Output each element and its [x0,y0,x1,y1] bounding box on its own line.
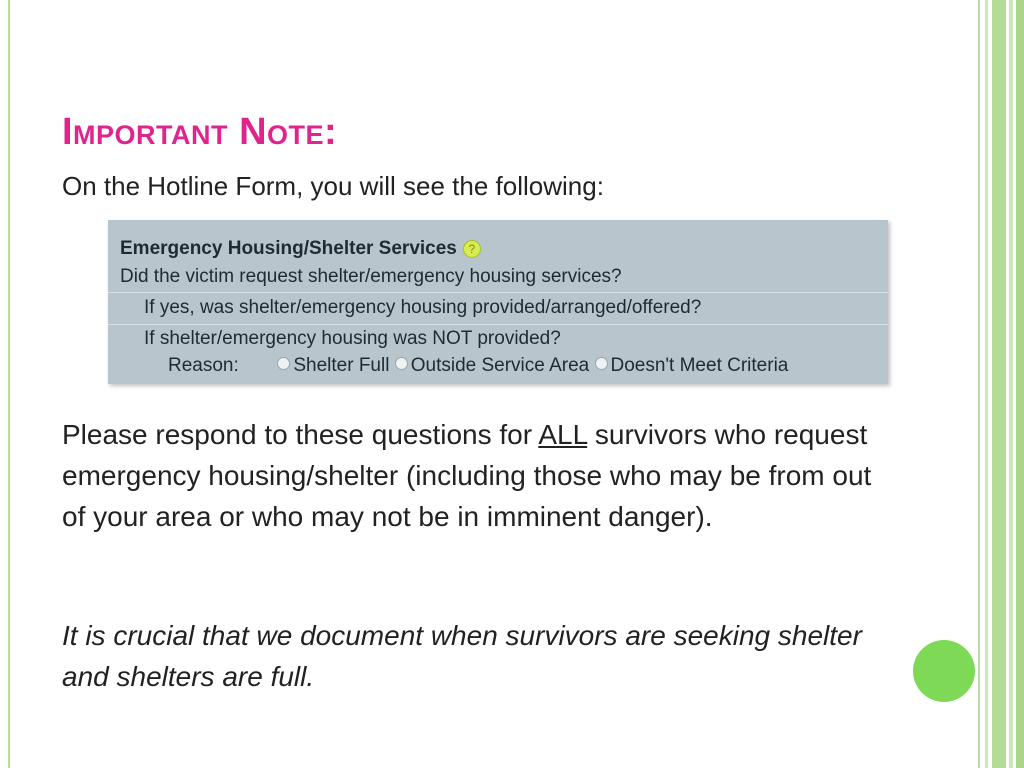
form-divider [108,324,888,325]
form-question-3: If shelter/emergency housing was NOT provided? [144,328,561,349]
form-question-1: Did the victim request shelter/emergency housing services? [120,266,622,287]
decorative-bar [992,0,1006,768]
form-heading: Emergency Housing/Shelter Services [120,238,457,259]
decorative-bar [978,0,980,768]
form-reason-row [168,355,888,377]
slide-subtitle: On the Hotline Form, you will see the following: [62,171,604,201]
form-divider [108,292,888,293]
form-question-2: If yes, was shelter/emergency housing provided/arranged/offered? [144,297,702,318]
decorative-bar [1016,0,1024,768]
slide-title: Important Note: [62,111,338,153]
reason-option-outside-service-area: Outside Service Area [395,355,589,377]
radio-icon [595,357,608,370]
decorative-bar [985,0,988,768]
reason-option-doesnt-meet-criteria: Doesn't Meet Criteria [595,355,789,377]
left-decorative-rule [8,0,10,768]
hotline-form-screenshot [108,220,888,384]
form-heading-row [120,238,888,260]
instruction-paragraph: Please respond to these questions for ALL survivors who request emergency housing/shelter (including those who may be from out of your area or who may not be in imminent danger). [62,419,872,532]
radio-icon [395,357,408,370]
reason-label: Reason: [168,355,239,376]
italic-note-paragraph: It is crucial that we document when survivors are seeking shelter and shelters are full. [62,620,862,692]
question-circle-icon: ? [463,240,481,258]
right-decorative-bars [978,0,1024,768]
radio-icon [277,357,290,370]
reason-option-shelter-full: Shelter Full [277,355,389,377]
decorative-green-circle [913,640,975,702]
decorative-bar [1009,0,1013,768]
emphasis-all: ALL [538,419,588,450]
